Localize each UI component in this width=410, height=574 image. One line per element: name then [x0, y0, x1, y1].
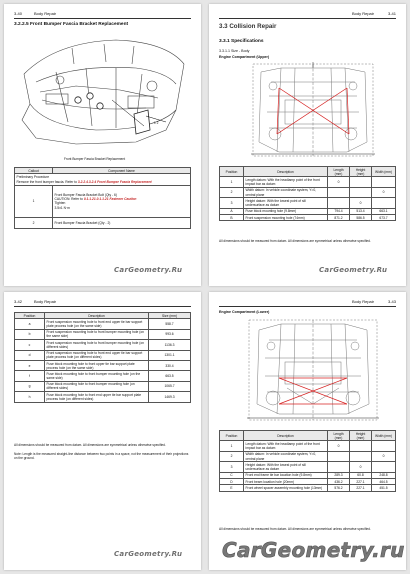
component-table [14, 167, 191, 229]
cell-desc: Front end frame tie bar location hole (9.8mm) [244, 472, 328, 478]
col-callout: Callout [15, 168, 53, 174]
col-width: Width (mm) [372, 167, 396, 177]
underbody-drawing-upper [251, 62, 375, 158]
cell-pos: f [15, 371, 45, 381]
page-number: 3-41 [387, 11, 396, 16]
table-row [15, 329, 191, 339]
page-title: Body Repair [34, 11, 57, 16]
cell-pos: d [15, 350, 45, 360]
cell-pos: 2 [220, 187, 244, 197]
cell-desc: Fuse block mounting hole to front upper tie bar support plate process hole (on the same side) [45, 360, 149, 370]
cell-wd: 663.1 [372, 208, 396, 214]
col-description: Description [244, 431, 328, 441]
row2-num: 2 [15, 218, 53, 229]
cell-desc: Front suspension mounting hole (74mm) [244, 214, 328, 220]
table-row [15, 381, 191, 391]
cell-size: 558.7 [149, 319, 191, 329]
cell-wd [372, 462, 396, 472]
table-row [220, 214, 396, 220]
figure-caption: Front Bumper Fascia Bracket Replacement [64, 157, 126, 161]
cell-wd: 673.7 [372, 214, 396, 220]
col-description: Description [244, 167, 328, 177]
col-position: Position [220, 431, 244, 441]
watermark-small: CarGeometry.Ru [319, 266, 388, 274]
cell-desc: Front wheel spacer assembly mounting hole (13mm) [244, 485, 328, 491]
length-note: Note: Length is the measured straight-line distance between two points in a space, not the measurement of their projections on the ground. [14, 452, 189, 460]
col-component: Component Name [53, 168, 191, 174]
cell-len [328, 462, 350, 472]
col-description: Description [45, 313, 149, 319]
page-3-40 [4, 4, 201, 286]
row2-name: Front Bumper Fascia Bracket (Qty - 2) [53, 218, 191, 229]
cell-len: 794.4 [328, 208, 350, 214]
page-header [219, 298, 396, 307]
cell-pos: B [220, 214, 244, 220]
compartment-title: Engine Compartment (Lower) [219, 310, 270, 314]
cell-len: 0 [328, 177, 350, 187]
cell-desc: Length datum: With the headlamp point of the front impact bar as datum [244, 177, 328, 187]
section-heading: 3.3 Collision Repair [219, 23, 277, 30]
page-3-43 [209, 292, 406, 570]
table-row [220, 485, 396, 491]
cell-pos: 1 [220, 177, 244, 187]
cell-ht [350, 187, 372, 197]
cell-size: 1301.1 [149, 350, 191, 360]
cell-wd: 248.8 [372, 472, 396, 478]
cell-ht: 0 [350, 198, 372, 208]
table-row [220, 451, 396, 461]
page-title: Body Repair [351, 11, 374, 16]
cell-ht [350, 441, 372, 451]
col-length: Length (mm) [328, 431, 350, 441]
cell-desc: Front suspension mounting hole to front bumper mounting hole (on different sides) [45, 340, 149, 350]
cell-size: 1469.3 [149, 392, 191, 402]
cell-pos: a [15, 319, 45, 329]
compartment-title: Engine Compartment (Upper) [219, 55, 270, 59]
row1-torque: 3.5±1 N·m [54, 205, 70, 210]
cell-wd: 0 [372, 187, 396, 197]
table-row [220, 462, 396, 472]
spec-table-upper [219, 166, 396, 221]
subsection-heading: 3.3.1 Specifications [219, 39, 264, 44]
cell-wd: 0 [372, 451, 396, 461]
underbody-drawing-lower [247, 318, 379, 422]
col-height: Height (mm) [350, 431, 372, 441]
car-front-drawing [16, 34, 188, 152]
page-header [14, 298, 191, 307]
spec-table-lower [219, 430, 396, 492]
cell-ht: 60.8 [350, 472, 372, 478]
cell-pos: c [15, 340, 45, 350]
cell-desc: Fuse block mounting hole to front bumper mounting hole (on different sides) [45, 381, 149, 391]
page-title: Body Repair [34, 299, 57, 304]
cell-wd: 451.5 [372, 485, 396, 491]
row1-num: 1 [15, 185, 53, 217]
cell-wd: 464.5 [372, 478, 396, 484]
table-note: All dimensions should be measured from datum. All dimensions are symmetrical unless otherwise specified. [219, 239, 371, 243]
col-size: Size (mm) [149, 313, 191, 319]
cell-size: 993.6 [149, 329, 191, 339]
cell-pos: e [15, 360, 45, 370]
cell-size: 1065.7 [149, 381, 191, 391]
prelim-label: Preliminary Procedure [16, 174, 50, 179]
cell-desc: Width datum: In vehicle coordinate system, Y=0, central plane [244, 451, 328, 461]
cell-len: 436.2 [328, 478, 350, 484]
cell-wd [372, 177, 396, 187]
cell-pos: h [15, 392, 45, 402]
cell-desc: Length datum: With the headlamp point of the front impact bar as datum [244, 441, 328, 451]
cell-pos: 3 [220, 198, 244, 208]
cell-desc: Height datum: With the lowest point of sill undersurface as datum [244, 462, 328, 472]
cell-pos: 1 [220, 441, 244, 451]
section-heading: 3.2.2.5 Front Bumper Fascia Bracket Replacement [14, 22, 129, 27]
cell-len: 871.2 [328, 214, 350, 220]
watermark-small: CarGeometry.Ru [114, 266, 183, 274]
cell-len [328, 187, 350, 197]
cell-pos: 2 [220, 451, 244, 461]
table-row [15, 360, 191, 370]
cell-desc: Front beam location hole (20mm) [244, 478, 328, 484]
cell-ht: 586.5 [350, 214, 372, 220]
brand-watermark: CarGeometry.ru [222, 538, 405, 562]
prelim-ref-link[interactable]: 3.2.2.4.3.2.4 Front Bumper Fascia Replacement [77, 180, 152, 185]
table-row [220, 177, 396, 187]
col-position: Position [15, 313, 45, 319]
page-3-41 [209, 4, 406, 286]
cell-len [328, 451, 350, 461]
cell-desc: Front suspension mounting hole to front end upper tie bar support plate process hole (on different sides) [45, 350, 149, 360]
cell-desc: Front suspension mounting hole to front end upper tie bar support plate process hole (on the same side) [45, 319, 149, 329]
watermark-small: CarGeometry.Ru [114, 550, 183, 558]
cell-len: 0 [328, 441, 350, 451]
cell-ht [350, 177, 372, 187]
cell-desc: Fuse block mounting hole (9.8mm) [244, 208, 328, 214]
cell-len: 289.3 [328, 472, 350, 478]
table-row [15, 371, 191, 381]
cell-len: 576.2 [328, 485, 350, 491]
table-row [15, 350, 191, 360]
col-height: Height (mm) [350, 167, 372, 177]
table-row [220, 187, 396, 197]
col-length: Length (mm) [328, 167, 350, 177]
row1-caution-label: CAUTION: Refer to [54, 197, 84, 202]
cell-pos: E [220, 485, 244, 491]
cell-pos: 3 [220, 462, 244, 472]
size-table [14, 312, 191, 403]
table-row [15, 340, 191, 350]
cell-len [328, 198, 350, 208]
row1-tighten: Tighten [54, 201, 66, 206]
cell-pos: g [15, 381, 45, 391]
page-header [219, 10, 396, 19]
table-note: All dimensions should be measured from datum. All dimensions are symmetrical unless otherwise specified. [219, 527, 371, 531]
cell-pos: C [220, 472, 244, 478]
table-row [220, 198, 396, 208]
cell-wd [372, 198, 396, 208]
cell-size: 1136.3 [149, 340, 191, 350]
page-header [14, 10, 191, 19]
cell-desc: Width datum: In vehicle coordinate system, Y=0, central plane [244, 187, 328, 197]
table-row [15, 319, 191, 329]
col-width: Width (mm) [372, 431, 396, 441]
cell-pos: A [220, 208, 244, 214]
page-3-42 [4, 292, 201, 570]
prelim-text: Remove the front bumper fascia. Refer to [16, 180, 78, 185]
row1-caution-link[interactable]: 0.1.1.21.0.1.1.21 Fastener Caution [83, 197, 137, 202]
cell-desc: Front suspension mounting hole to front bumper mounting hole (on the same side) [45, 329, 149, 339]
cell-size: 330.4 [149, 360, 191, 370]
page-number: 3-40 [14, 11, 23, 16]
cell-pos: D [220, 478, 244, 484]
cell-ht [350, 451, 372, 461]
cell-ht: 227.1 [350, 478, 372, 484]
cell-desc: Fuse block mounting hole to front bumper mounting hole (on the same side) [45, 371, 149, 381]
cell-size: 663.5 [149, 371, 191, 381]
col-position: Position [220, 167, 244, 177]
page-number: 3-42 [14, 299, 23, 304]
table-note: All dimensions should be measured from datum. All dimensions are symmetrical unless otherwise specified. [14, 443, 166, 447]
subsubsection-heading: 3.3.1.1 Size - Body [219, 49, 250, 53]
row1-desc [53, 185, 191, 217]
cell-ht: 513.4 [350, 208, 372, 214]
cell-desc: Height datum: With the lowest point of sill undersurface as datum [244, 198, 328, 208]
figure-callout: 1 2 [154, 121, 159, 125]
row1-name: Front Bumper Fascia Bracket Bolt (Qty - 6) [54, 193, 117, 198]
page-title: Body Repair [351, 299, 374, 304]
page-number: 3-43 [387, 299, 396, 304]
cell-pos: b [15, 329, 45, 339]
cell-ht: 227.1 [350, 485, 372, 491]
table-row [15, 392, 191, 402]
cell-wd [372, 441, 396, 451]
cell-ht: 0 [350, 462, 372, 472]
table-row [220, 441, 396, 451]
cell-desc: Fuse block mounting hole to front end upper tie bar support plate process hole (on different sides) [45, 392, 149, 402]
